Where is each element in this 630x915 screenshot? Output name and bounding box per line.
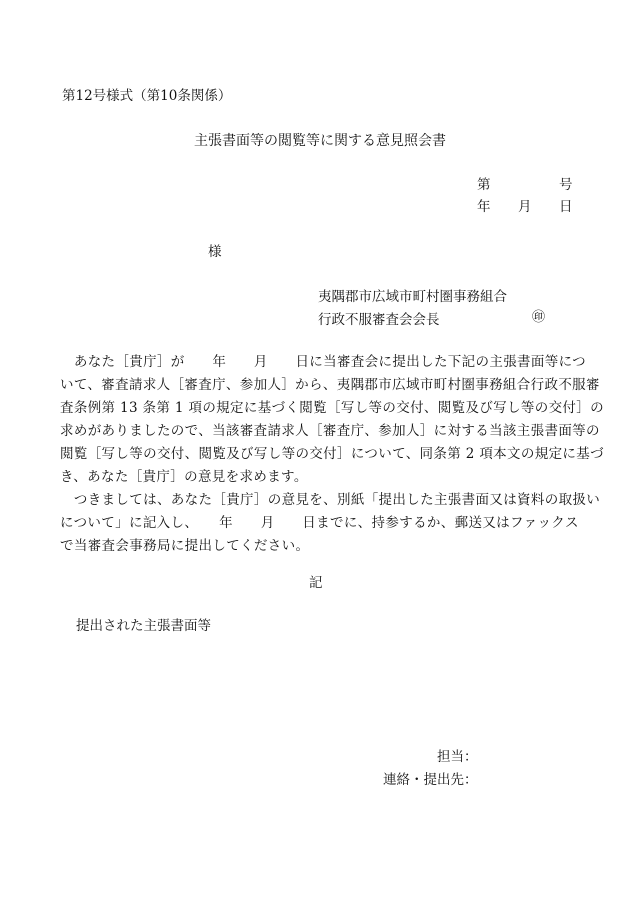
- body-line: について」に記入し、 年 月 日までに、持参するか、郵送又はファックス: [60, 515, 579, 531]
- ki-heading: 記: [309, 575, 323, 591]
- body-line: で当審査会事務局に提出してください。: [60, 538, 310, 554]
- form-number: 第12号様式（第10条関係）: [62, 88, 232, 104]
- document-number-prefix: 第: [477, 177, 491, 193]
- body-line: き、あなた［貴庁］の意見を求めます。: [60, 469, 308, 485]
- body-line: つきましては、あなた［貴庁］の意見を、別紙「提出した主張書面又は資料の取扱い: [60, 492, 601, 508]
- body-line: 求めがありましたので、当該審査請求人［審査庁、参加人］に対する当該主張書面等の: [60, 423, 600, 439]
- date-day: 日: [559, 199, 573, 215]
- submitted-item: 提出された主張書面等: [76, 618, 211, 634]
- sender-organization: 夷隅郡市広域市町村圏事務組合: [318, 289, 507, 305]
- contact-destination-label: 連絡・提出先：: [383, 772, 478, 788]
- body-line: あなた［貴庁］が 年 月 日に当審査会に提出した下記の主張書面等につ: [60, 354, 587, 370]
- seal-mark: ㊞: [532, 310, 546, 325]
- sender-title: 行政不服審査会会長: [318, 312, 440, 328]
- body-line: いて、審査請求人［審査庁、参加人］から、夷隅郡市広域市町村圏事務組合行政不服審: [60, 377, 600, 393]
- addressee-suffix: 様: [208, 244, 222, 260]
- document-number-suffix: 号: [559, 177, 573, 193]
- document-title: 主張書面等の閲覧等に関する意見照会書: [194, 133, 446, 149]
- date-month: 月: [518, 199, 532, 215]
- date-year: 年: [477, 199, 491, 215]
- contact-person-label: 担当：: [437, 749, 478, 765]
- body-line: 査条例第 13 条第 1 項の規定に基づく閲覧［写し等の交付、閲覧及び写し等の交付］の: [60, 400, 604, 416]
- body-line: 閲覧［写し等の交付、閲覧及び写し等の交付］について、同条第 2 項本文の規定に基づ: [60, 446, 604, 462]
